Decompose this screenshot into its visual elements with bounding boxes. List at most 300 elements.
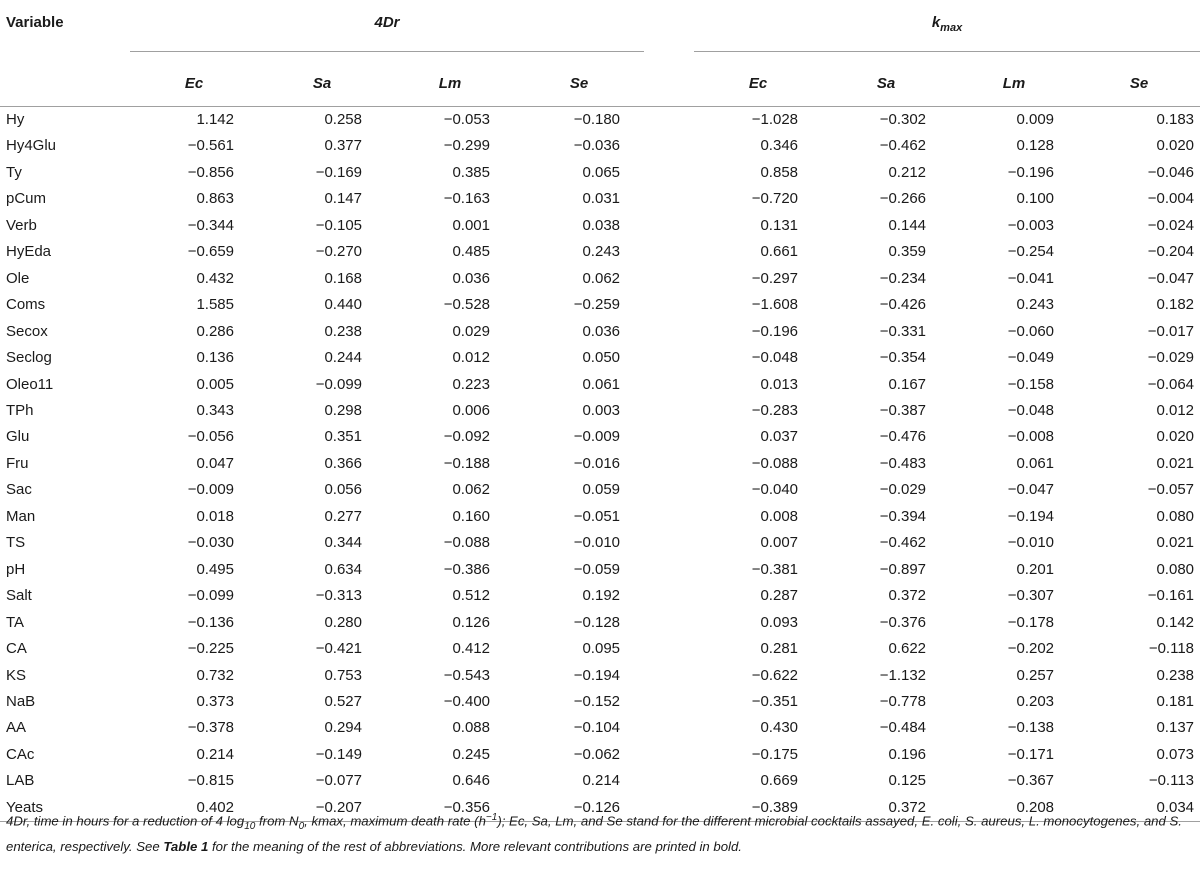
variable-name-cell: Oleo11 bbox=[6, 375, 54, 393]
cell-kmax-se: −0.057 bbox=[1147, 481, 1195, 499]
variable-name-cell: NaB bbox=[6, 692, 36, 710]
cell-4dr-ec: −0.815 bbox=[187, 772, 234, 790]
cell-4dr-sa: 0.527 bbox=[324, 692, 362, 710]
gap-cell bbox=[644, 768, 694, 794]
group-gap bbox=[644, 8, 694, 46]
cell-4dr-lm: 0.385 bbox=[452, 163, 490, 181]
cell-4dr-sa: 0.258 bbox=[324, 111, 362, 128]
cell-kmax-sa: 0.144 bbox=[888, 216, 927, 234]
cell-4dr-lm: 0.062 bbox=[452, 481, 490, 499]
cell-kmax-lm: 0.257 bbox=[1016, 666, 1055, 684]
cell-kmax-lm: −0.171 bbox=[1007, 745, 1055, 763]
gap-cell bbox=[644, 292, 694, 318]
table-row bbox=[0, 451, 1200, 477]
cell-4dr-ec: 0.402 bbox=[130, 795, 258, 822]
table-row bbox=[0, 319, 1200, 345]
gap-cell bbox=[644, 689, 694, 715]
cell-4dr-ec: −0.136 bbox=[187, 613, 234, 631]
cell-4dr-se: 0.031 bbox=[582, 190, 621, 208]
cell-4dr-lm: −0.163 bbox=[443, 190, 490, 208]
cell-kmax-ec: −0.389 bbox=[694, 795, 822, 822]
cell-kmax-se: 0.020 bbox=[1156, 137, 1195, 155]
cell-kmax-ec: −1.028 bbox=[751, 111, 799, 128]
cell-4dr-ec: 1.142 bbox=[196, 111, 234, 128]
cell-kmax-se: −0.204 bbox=[1147, 243, 1195, 261]
gap-cell bbox=[644, 239, 694, 265]
cell-kmax-ec: −0.622 bbox=[751, 666, 799, 684]
cell-4dr-sa: −0.169 bbox=[315, 163, 362, 181]
contributions-table bbox=[0, 8, 1200, 822]
cell-4dr-ec: 1.585 bbox=[196, 296, 234, 314]
cell-kmax-ec: −0.088 bbox=[751, 454, 799, 472]
cell-kmax-lm: −0.003 bbox=[1007, 216, 1055, 234]
cell-4dr-sa: 0.280 bbox=[324, 613, 362, 631]
col-4dr-lm: Lm bbox=[438, 74, 462, 92]
cell-kmax-ec: −1.608 bbox=[751, 296, 799, 314]
variable-name-cell: Verb bbox=[6, 216, 37, 234]
cell-4dr-lm: 0.012 bbox=[452, 349, 490, 367]
cell-4dr-se: −0.010 bbox=[573, 534, 621, 552]
cell-4dr-sa: 0.377 bbox=[324, 137, 362, 155]
cell-kmax-se: −0.161 bbox=[1147, 587, 1195, 605]
cell-4dr-sa: −0.313 bbox=[315, 587, 362, 605]
table-row bbox=[0, 557, 1200, 583]
col-4dr-ec: Ec bbox=[184, 74, 204, 92]
cell-4dr-sa: 0.634 bbox=[324, 560, 362, 578]
cell-kmax-se: 0.183 bbox=[1156, 111, 1195, 128]
cell-4dr-lm: 0.126 bbox=[452, 613, 490, 631]
variable-name-cell: pCum bbox=[6, 190, 47, 208]
cell-kmax-sa: −0.426 bbox=[879, 296, 927, 314]
subcolumn-header-row bbox=[0, 46, 1200, 107]
cell-kmax-ec: 0.661 bbox=[760, 243, 799, 261]
cell-kmax-lm: −0.196 bbox=[1007, 163, 1055, 181]
table-row bbox=[0, 266, 1200, 292]
cell-4dr-se: −0.009 bbox=[573, 428, 621, 446]
cell-4dr-se: −0.180 bbox=[573, 111, 621, 128]
cell-kmax-lm: 0.061 bbox=[1016, 454, 1055, 472]
gap-cell bbox=[644, 213, 694, 239]
cell-kmax-ec: 0.013 bbox=[760, 375, 799, 393]
cell-kmax-ec: −0.283 bbox=[751, 401, 799, 419]
group-kmax-header bbox=[694, 8, 1200, 46]
cell-kmax-sa: −0.897 bbox=[879, 560, 927, 578]
cell-kmax-ec: 0.346 bbox=[760, 137, 799, 155]
cell-kmax-sa: −0.476 bbox=[879, 428, 927, 446]
col-kmax-se: Se bbox=[1129, 74, 1149, 92]
cell-4dr-ec: 0.373 bbox=[196, 692, 234, 710]
cell-4dr-ec: 0.863 bbox=[196, 190, 234, 208]
cell-4dr-ec: 0.005 bbox=[196, 375, 234, 393]
col-4dr-sa: Sa bbox=[312, 74, 332, 92]
cell-4dr-lm: 0.485 bbox=[452, 243, 490, 261]
cell-4dr-lm: −0.188 bbox=[443, 454, 490, 472]
cell-kmax-ec: 0.037 bbox=[760, 428, 799, 446]
footnote-part: from N bbox=[255, 813, 299, 829]
cell-kmax-sa: −0.266 bbox=[879, 190, 927, 208]
cell-4dr-se: 0.192 bbox=[582, 587, 621, 605]
gap-cell bbox=[644, 160, 694, 186]
cell-4dr-se: −0.126 bbox=[514, 795, 644, 822]
cell-kmax-sa: −0.387 bbox=[879, 401, 927, 419]
cell-kmax-se: 0.073 bbox=[1156, 745, 1195, 763]
cell-kmax-se: −0.004 bbox=[1147, 190, 1195, 208]
gap-cell bbox=[644, 424, 694, 450]
gap-cell bbox=[644, 477, 694, 503]
gap-cell bbox=[644, 583, 694, 609]
cell-4dr-ec: 0.432 bbox=[196, 269, 234, 287]
cell-kmax-se: −0.046 bbox=[1147, 163, 1195, 181]
cell-4dr-lm: 0.001 bbox=[452, 216, 490, 234]
cell-kmax-lm: −0.047 bbox=[1007, 481, 1055, 499]
table-row bbox=[0, 160, 1200, 186]
cell-kmax-sa: 0.125 bbox=[888, 772, 927, 790]
cell-4dr-lm: 0.412 bbox=[452, 640, 490, 658]
cell-4dr-sa: 0.366 bbox=[324, 454, 362, 472]
variable-name-cell: Yeats bbox=[0, 795, 130, 822]
cell-kmax-sa: 0.167 bbox=[888, 375, 927, 393]
cell-4dr-sa: −0.421 bbox=[315, 640, 362, 658]
table-row bbox=[0, 133, 1200, 159]
cell-4dr-se: 0.095 bbox=[582, 640, 621, 658]
cell-4dr-sa: 0.277 bbox=[324, 507, 362, 525]
table-row bbox=[0, 107, 1200, 134]
cell-4dr-se: −0.259 bbox=[573, 296, 621, 314]
cell-kmax-lm: −0.060 bbox=[1007, 322, 1055, 340]
cell-kmax-sa: −0.354 bbox=[879, 349, 927, 367]
variable-name-cell: Fru bbox=[6, 454, 29, 472]
group-4dr-header bbox=[130, 8, 644, 46]
cell-4dr-lm: −0.356 bbox=[386, 795, 514, 822]
cell-kmax-lm: −0.254 bbox=[1007, 243, 1055, 261]
cell-kmax-se: 0.021 bbox=[1156, 534, 1195, 552]
variable-name-cell: Ole bbox=[6, 269, 30, 287]
cell-kmax-se: −0.024 bbox=[1147, 216, 1195, 234]
cell-kmax-se: −0.017 bbox=[1147, 322, 1195, 340]
footnote-part: for the meaning of the rest of abbreviations. More relevant contributions are printed in bold. bbox=[208, 839, 742, 855]
cell-4dr-lm: −0.299 bbox=[443, 137, 490, 155]
footnote-superscript: −1 bbox=[485, 812, 498, 823]
table-row bbox=[0, 689, 1200, 715]
cell-kmax-sa: −0.331 bbox=[879, 322, 927, 340]
cell-kmax-ec: −0.040 bbox=[751, 481, 799, 499]
cell-kmax-sa: −0.234 bbox=[879, 269, 927, 287]
variable-name-cell: LAB bbox=[6, 772, 35, 790]
cell-4dr-ec: −0.378 bbox=[187, 719, 234, 737]
gap-cell bbox=[644, 715, 694, 741]
cell-4dr-se: 0.243 bbox=[582, 243, 621, 261]
col-kmax-sa: Sa bbox=[876, 74, 896, 92]
variable-name-cell: HyEda bbox=[6, 243, 52, 261]
cell-4dr-sa: 0.244 bbox=[324, 349, 362, 367]
cell-kmax-lm: −0.158 bbox=[1007, 375, 1055, 393]
cell-kmax-sa: 0.622 bbox=[888, 640, 927, 658]
cell-kmax-lm: 0.128 bbox=[1016, 137, 1055, 155]
gap-cell bbox=[644, 663, 694, 689]
table-row bbox=[0, 504, 1200, 530]
cell-4dr-se: 0.062 bbox=[582, 269, 621, 287]
group-kmax-subscript: max bbox=[940, 22, 963, 34]
cell-kmax-se: 0.182 bbox=[1156, 296, 1195, 314]
cell-4dr-sa: 0.753 bbox=[324, 666, 362, 684]
variable-name-cell: Hy4Glu bbox=[6, 137, 57, 155]
col-kmax-lm: Lm bbox=[1002, 74, 1026, 92]
cell-4dr-se: −0.059 bbox=[573, 560, 621, 578]
group-4dr-label: 4Dr bbox=[374, 14, 400, 31]
cell-4dr-se: −0.016 bbox=[573, 454, 621, 472]
footnote-part: ); Ec, Sa, Lm, and Se stand for the different microbial cocktails assayed, E. coli, S. aureus, L. monocytogenes, and S. enterica, respectively. See bbox=[6, 813, 1182, 855]
table-row bbox=[0, 345, 1200, 371]
variable-name-cell: TPh bbox=[6, 401, 34, 419]
cell-kmax-ec: 0.669 bbox=[760, 772, 799, 790]
table-footnote bbox=[6, 808, 1194, 857]
table-1-link[interactable]: Table 1 bbox=[163, 839, 209, 855]
cell-kmax-lm: 0.243 bbox=[1016, 296, 1055, 314]
table-row bbox=[0, 398, 1200, 424]
cell-4dr-ec: 0.732 bbox=[196, 666, 234, 684]
table-row bbox=[0, 477, 1200, 503]
variable-name-cell: AA bbox=[6, 719, 27, 737]
table-row bbox=[0, 636, 1200, 662]
cell-kmax-sa: −0.394 bbox=[879, 507, 927, 525]
cell-4dr-ec: −0.659 bbox=[187, 243, 234, 261]
table-row bbox=[0, 292, 1200, 318]
variable-name-cell: pH bbox=[6, 560, 26, 578]
footnote-part: 4Dr, time in hours for a reduction of 4 log bbox=[6, 813, 245, 829]
gap-cell bbox=[644, 345, 694, 371]
cell-4dr-ec: 0.286 bbox=[196, 322, 234, 340]
cell-kmax-ec: 0.007 bbox=[760, 534, 799, 552]
cell-4dr-sa: 0.344 bbox=[324, 534, 362, 552]
variable-name-cell: CAc bbox=[6, 745, 35, 763]
cell-kmax-se: 0.181 bbox=[1156, 692, 1195, 710]
cell-kmax-lm: −0.178 bbox=[1007, 613, 1055, 631]
variable-name-cell: Glu bbox=[6, 428, 30, 446]
cell-4dr-sa: 0.168 bbox=[324, 269, 362, 287]
variable-name-cell: TS bbox=[6, 534, 26, 552]
gap-cell bbox=[644, 451, 694, 477]
cell-kmax-ec: 0.430 bbox=[760, 719, 799, 737]
cell-4dr-se: −0.128 bbox=[573, 613, 621, 631]
cell-kmax-ec: −0.351 bbox=[751, 692, 799, 710]
cell-4dr-lm: −0.092 bbox=[443, 428, 490, 446]
cell-4dr-ec: 0.018 bbox=[196, 507, 234, 525]
table-row bbox=[0, 213, 1200, 239]
col-4dr-se: Se bbox=[569, 74, 589, 92]
group-4dr-rule bbox=[130, 51, 644, 52]
cell-4dr-se: 0.003 bbox=[582, 401, 621, 419]
variable-name-cell: Man bbox=[6, 507, 36, 525]
variable-name-cell: KS bbox=[6, 666, 27, 684]
cell-4dr-lm: 0.223 bbox=[452, 375, 490, 393]
cell-kmax-ec: −0.297 bbox=[751, 269, 799, 287]
cell-4dr-lm: −0.400 bbox=[443, 692, 490, 710]
cell-4dr-sa: 0.298 bbox=[324, 401, 362, 419]
table-row bbox=[0, 610, 1200, 636]
cell-4dr-ec: 0.047 bbox=[196, 454, 234, 472]
cell-kmax-lm: −0.048 bbox=[1007, 401, 1055, 419]
cell-4dr-lm: 0.029 bbox=[452, 322, 490, 340]
cell-kmax-ec: −0.720 bbox=[751, 190, 799, 208]
cell-4dr-sa: −0.270 bbox=[315, 243, 362, 261]
cell-kmax-lm: −0.194 bbox=[1007, 507, 1055, 525]
variable-name-cell: Hy bbox=[6, 111, 25, 128]
variable-name-cell: CA bbox=[6, 640, 27, 658]
cell-4dr-se: 0.059 bbox=[582, 481, 621, 499]
variable-name-cell: Salt bbox=[6, 587, 32, 605]
cell-kmax-se: −0.029 bbox=[1147, 349, 1195, 367]
cell-4dr-lm: −0.543 bbox=[443, 666, 490, 684]
cell-kmax-se: 0.137 bbox=[1156, 719, 1195, 737]
cell-kmax-ec: 0.858 bbox=[760, 163, 799, 181]
cell-4dr-lm: 0.036 bbox=[452, 269, 490, 287]
cell-4dr-lm: −0.528 bbox=[443, 296, 490, 314]
table-row bbox=[0, 239, 1200, 265]
gap-cell bbox=[644, 133, 694, 159]
cell-4dr-sa: 0.238 bbox=[324, 322, 362, 340]
cell-4dr-ec: −0.030 bbox=[187, 534, 234, 552]
group-kmax-label: k bbox=[931, 14, 941, 31]
empty-header-cell bbox=[0, 46, 130, 107]
cell-kmax-lm: −0.307 bbox=[1007, 587, 1055, 605]
table-row bbox=[0, 768, 1200, 794]
cell-4dr-ec: −0.009 bbox=[187, 481, 234, 499]
group-header-row bbox=[0, 8, 1200, 46]
footnote-part: , kmax, maximum death rate (h bbox=[304, 813, 486, 829]
cell-kmax-sa: 0.359 bbox=[888, 243, 927, 261]
cell-4dr-ec: 0.136 bbox=[196, 349, 234, 367]
gap-cell bbox=[644, 557, 694, 583]
col-kmax-ec: Ec bbox=[748, 74, 768, 92]
gap-cell bbox=[644, 742, 694, 768]
cell-kmax-sa: −0.462 bbox=[879, 534, 927, 552]
cell-kmax-se: 0.142 bbox=[1156, 613, 1195, 631]
gap-cell bbox=[644, 186, 694, 212]
variable-name-cell: TA bbox=[6, 613, 25, 631]
table-row bbox=[0, 715, 1200, 741]
group-kmax-rule bbox=[694, 51, 1200, 52]
cell-kmax-lm: 0.208 bbox=[950, 795, 1078, 822]
cell-4dr-se: 0.061 bbox=[582, 375, 621, 393]
cell-4dr-lm: −0.053 bbox=[443, 111, 490, 128]
cell-kmax-se: 0.080 bbox=[1156, 507, 1195, 525]
table-row bbox=[0, 663, 1200, 689]
cell-kmax-lm: 0.009 bbox=[1016, 111, 1055, 128]
cell-4dr-se: 0.214 bbox=[582, 772, 621, 790]
cell-kmax-sa: −0.483 bbox=[879, 454, 927, 472]
cell-4dr-lm: 0.646 bbox=[452, 772, 490, 790]
cell-4dr-ec: −0.856 bbox=[187, 163, 234, 181]
cell-4dr-ec: 0.214 bbox=[196, 745, 234, 763]
cell-kmax-sa: −0.029 bbox=[879, 481, 927, 499]
cell-4dr-se: −0.036 bbox=[573, 137, 621, 155]
cell-kmax-lm: 0.100 bbox=[1016, 190, 1055, 208]
cell-4dr-se: 0.038 bbox=[582, 216, 621, 234]
cell-kmax-sa: 0.196 bbox=[888, 745, 927, 763]
cell-4dr-lm: 0.512 bbox=[452, 587, 490, 605]
cell-kmax-sa: 0.372 bbox=[822, 795, 950, 822]
cell-4dr-sa: 0.056 bbox=[324, 481, 362, 499]
variable-name-cell: Ty bbox=[6, 163, 22, 181]
cell-kmax-lm: −0.010 bbox=[1007, 534, 1055, 552]
table-row bbox=[0, 583, 1200, 609]
cell-4dr-lm: −0.386 bbox=[443, 560, 490, 578]
cell-kmax-se: 0.080 bbox=[1156, 560, 1195, 578]
cell-4dr-se: −0.062 bbox=[573, 745, 621, 763]
cell-4dr-lm: 0.006 bbox=[452, 401, 490, 419]
cell-kmax-ec: 0.131 bbox=[760, 216, 799, 234]
cell-kmax-se: 0.238 bbox=[1156, 666, 1195, 684]
cell-4dr-se: 0.065 bbox=[582, 163, 621, 181]
cell-kmax-sa: −0.462 bbox=[879, 137, 927, 155]
cell-kmax-lm: −0.367 bbox=[1007, 772, 1055, 790]
cell-kmax-lm: 0.203 bbox=[1016, 692, 1055, 710]
cell-4dr-se: 0.050 bbox=[582, 349, 621, 367]
cell-kmax-lm: −0.008 bbox=[1007, 428, 1055, 446]
cell-4dr-sa: −0.207 bbox=[258, 795, 386, 822]
cell-4dr-ec: 0.343 bbox=[196, 401, 234, 419]
cell-4dr-lm: −0.088 bbox=[443, 534, 490, 552]
gap-cell bbox=[644, 530, 694, 556]
cell-kmax-se: 0.021 bbox=[1156, 454, 1195, 472]
gap-cell bbox=[644, 266, 694, 292]
gap-cell bbox=[644, 610, 694, 636]
cell-4dr-se: 0.036 bbox=[582, 322, 621, 340]
variable-name-cell: Secox bbox=[6, 322, 48, 340]
cell-kmax-se: 0.034 bbox=[1078, 795, 1200, 822]
cell-kmax-sa: −1.132 bbox=[879, 666, 927, 684]
cell-kmax-sa: −0.302 bbox=[879, 111, 927, 128]
cell-4dr-sa: 0.440 bbox=[324, 296, 362, 314]
cell-kmax-sa: −0.484 bbox=[879, 719, 927, 737]
footnote-subscript: 10 bbox=[244, 821, 256, 833]
cell-4dr-sa: −0.105 bbox=[315, 216, 362, 234]
cell-kmax-sa: −0.376 bbox=[879, 613, 927, 631]
cell-kmax-sa: −0.778 bbox=[879, 692, 927, 710]
cell-kmax-lm: −0.049 bbox=[1007, 349, 1055, 367]
table-row bbox=[0, 742, 1200, 768]
footnote-subscript: 0 bbox=[298, 821, 305, 833]
empty-gap-cell bbox=[644, 46, 694, 107]
cell-kmax-sa: 0.372 bbox=[888, 587, 927, 605]
table-row bbox=[0, 186, 1200, 212]
cell-kmax-lm: −0.041 bbox=[1007, 269, 1055, 287]
table-row bbox=[0, 530, 1200, 556]
cell-4dr-sa: 0.294 bbox=[324, 719, 362, 737]
cell-4dr-se: −0.104 bbox=[573, 719, 621, 737]
cell-kmax-se: 0.020 bbox=[1156, 428, 1195, 446]
cell-4dr-lm: 0.245 bbox=[452, 745, 490, 763]
table-body bbox=[0, 107, 1200, 822]
cell-kmax-ec: 0.287 bbox=[760, 587, 799, 605]
cell-4dr-sa: −0.149 bbox=[315, 745, 362, 763]
cell-4dr-ec: −0.056 bbox=[187, 428, 234, 446]
variable-header: Variable bbox=[6, 14, 64, 31]
cell-kmax-ec: −0.196 bbox=[751, 322, 799, 340]
gap-cell bbox=[644, 504, 694, 530]
cell-4dr-lm: 0.088 bbox=[452, 719, 490, 737]
table-row bbox=[0, 372, 1200, 398]
cell-kmax-ec: −0.048 bbox=[751, 349, 799, 367]
gap-cell bbox=[644, 319, 694, 345]
cell-4dr-se: −0.051 bbox=[573, 507, 621, 525]
cell-4dr-lm: 0.160 bbox=[452, 507, 490, 525]
variable-name-cell: Coms bbox=[6, 296, 46, 314]
cell-4dr-sa: 0.147 bbox=[324, 190, 362, 208]
gap-cell bbox=[644, 372, 694, 398]
cell-kmax-se: 0.012 bbox=[1156, 401, 1195, 419]
cell-4dr-ec: −0.344 bbox=[187, 216, 234, 234]
